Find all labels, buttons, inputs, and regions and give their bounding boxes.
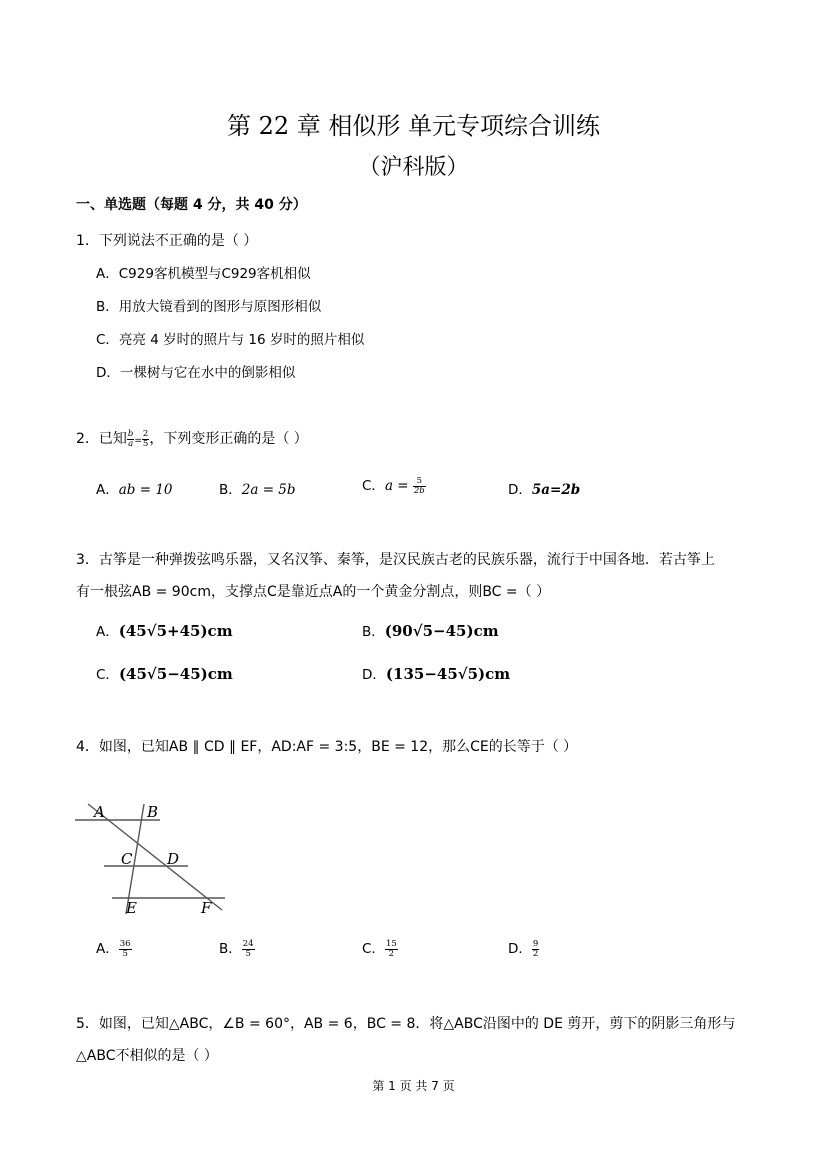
section-heading: 一、单选题（每题 4 分，共 40 分） (76, 197, 307, 213)
point-label-e: E (126, 899, 137, 917)
question-1-option-a (96, 262, 311, 282)
point-label-a: A (94, 803, 105, 821)
question-4-option-b: B． $\frac{24}{5}$ (219, 938, 254, 959)
question-4-option-d: D． $\frac{9}{2}$ (508, 938, 539, 959)
question-3-line-2: 有一根弦AB = 90cm，支撑点C是靠近点A的一个黄金分割点，则BC =（ ） (76, 584, 551, 600)
question-4-option-c: C． $\frac{15}{2}$ (362, 938, 397, 959)
question-2-option-a: A．ab = 10 (96, 482, 173, 498)
fraction-b-over-a: $\frac{b}{a}$ (127, 428, 134, 449)
question-2-option-b: B．2a = 5b (219, 482, 296, 498)
equals-sign: = (134, 436, 142, 446)
question-1-option-d (96, 361, 295, 381)
question-2-stem (76, 428, 308, 449)
option-text: 亮亮 4 岁时的照片与 16 岁时的照片相似 (118, 332, 365, 348)
question-4-figure (70, 798, 230, 918)
point-label-d: D (167, 850, 180, 868)
question-4-stem: 4．如图，已知AB ∥ CD ∥ EF，AD:AF = 3:5，BE = 12，那么CE的长等于（ ） (76, 739, 578, 755)
option-text: 用放大镜看到的图形与原图形相似 (118, 299, 322, 315)
question-4-option-a: A． $\frac{36}{5}$ (96, 938, 131, 959)
fraction-2-over-5: $\frac{2}{5}$ (142, 428, 149, 449)
question-3-option-b: B．(90√5−45)cm (362, 622, 499, 640)
point-label-b: B (147, 803, 159, 821)
question-3-option-d: D．(135−45√5)cm (362, 665, 511, 683)
point-label-c: C (121, 850, 133, 868)
option-letter: A． (96, 266, 119, 282)
question-2-suffix: ，下列变形正确的是（ ） (149, 431, 308, 447)
option-letter: B． (96, 299, 119, 315)
question-1-option-c (96, 328, 364, 348)
question-1-option-b (96, 295, 321, 315)
question-3-option-c: C．(45√5−45)cm (96, 665, 233, 683)
question-2-prefix: 2．已知 (76, 431, 127, 447)
page-title: 第 22 章 相似形 单元专项综合训练 (226, 112, 601, 140)
question-5-line-2: △ABC不相似的是（ ） (76, 1048, 218, 1064)
option-text: 一棵树与它在水中的倒影相似 (119, 365, 296, 381)
page-subtitle: （沪科版） (358, 155, 469, 180)
point-label-f: F (201, 899, 212, 917)
fraction-5-over-2b: $\frac{5}{2b}$ (413, 475, 425, 496)
question-2-option-d: D．5a=2b (508, 482, 581, 498)
question-3-line-1: 3．古筝是一种弹拨弦鸣乐器，又名汉筝、秦筝，是汉民族古老的民族乐器，流行于中国各地．若古筝上 (76, 552, 715, 568)
option-letter: D． (96, 365, 120, 381)
option-letter: C． (96, 332, 119, 348)
question-5-line-1: 5．如图，已知△ABC，∠B = 60°，AB = 6，BC = 8．将△ABC沿图中的 DE 剪开，剪下的阴影三角形与 (76, 1016, 736, 1032)
question-3-option-a: A．(45√5+45)cm (96, 622, 233, 640)
option-text: C929客机模型与C929客机相似 (118, 266, 311, 282)
question-2-option-c: C．a = $\frac{5}{2b}$ (362, 475, 425, 496)
question-1-stem: 1．下列说法不正确的是（ ） (76, 233, 258, 249)
page-footer: 第 1 页 共 7 页 (372, 1079, 455, 1093)
